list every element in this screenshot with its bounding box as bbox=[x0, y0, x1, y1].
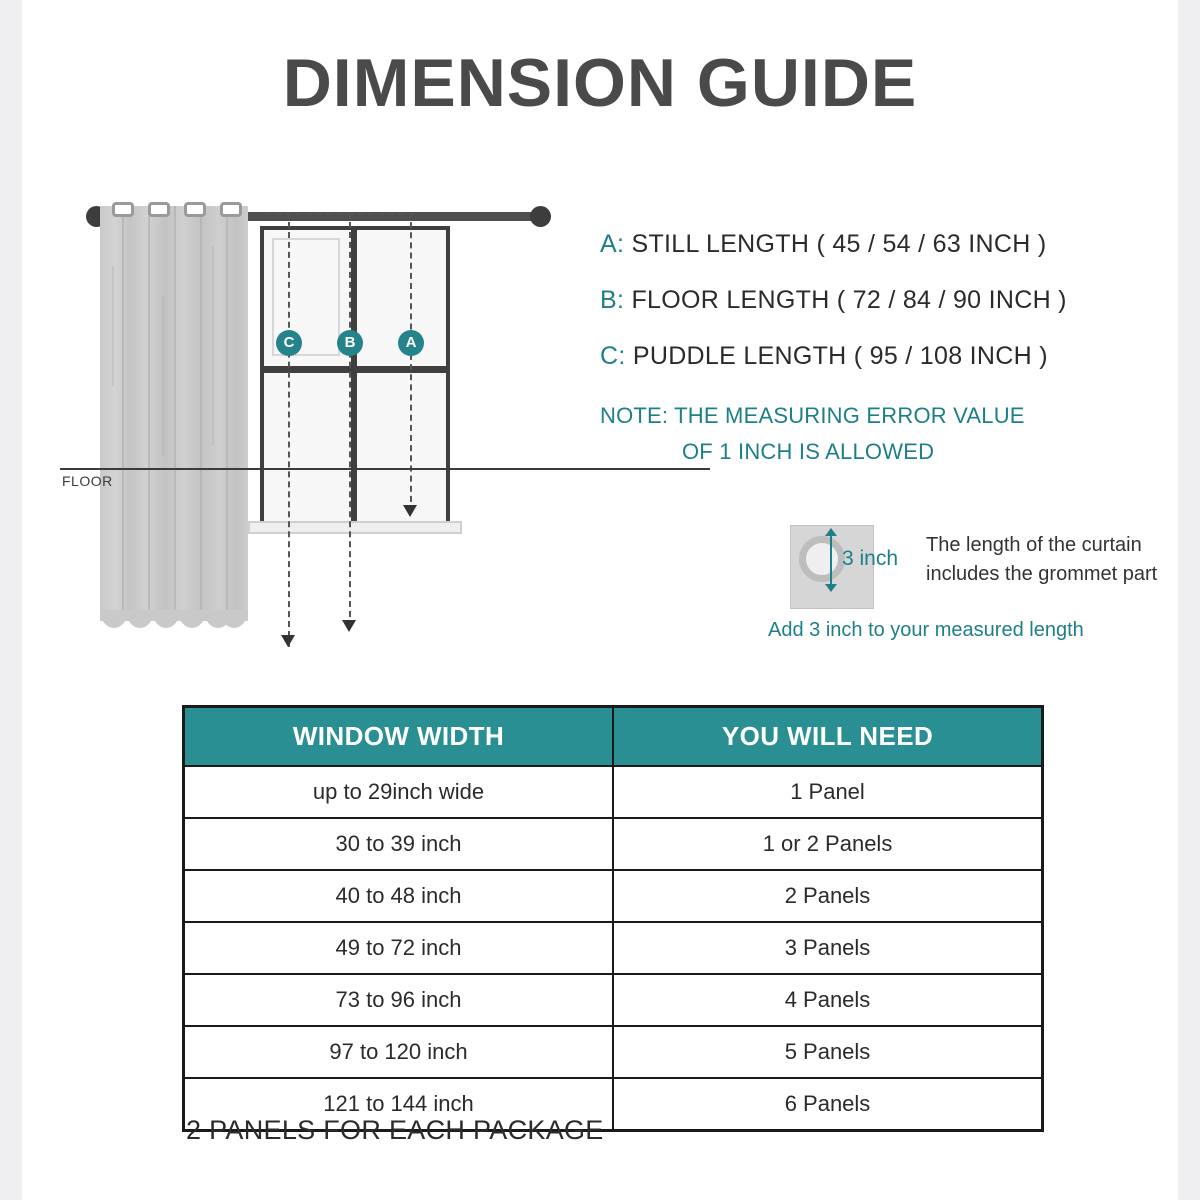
right-edge-band bbox=[1178, 0, 1200, 1200]
cell-panels: 5 Panels bbox=[613, 1026, 1041, 1078]
grommet-icon bbox=[148, 202, 170, 217]
legend-text-a: STILL LENGTH ( 45 / 54 / 63 INCH ) bbox=[631, 230, 1047, 258]
marker-c: C bbox=[276, 330, 302, 356]
panel-count-table bbox=[182, 705, 1044, 1132]
grommet-callout-subtext: Add 3 inch to your measured length bbox=[768, 619, 1084, 641]
cell-panels: 1 Panel bbox=[613, 766, 1041, 818]
measure-arrow-c bbox=[281, 635, 295, 647]
legend-item-b bbox=[600, 286, 1160, 315]
cell-panels: 4 Panels bbox=[613, 974, 1041, 1026]
left-edge-band bbox=[0, 0, 22, 1200]
legend-key-a: A: bbox=[600, 230, 625, 258]
window-sill bbox=[248, 521, 462, 534]
floor-label: FLOOR bbox=[62, 473, 113, 489]
table-row bbox=[185, 766, 1041, 818]
cell-window-width: 49 to 72 inch bbox=[185, 922, 613, 974]
cell-window-width: 40 to 48 inch bbox=[185, 870, 613, 922]
grommet-icon bbox=[184, 202, 206, 217]
table-row bbox=[185, 922, 1041, 974]
curtain-illustration bbox=[60, 180, 560, 680]
measure-line-a bbox=[410, 212, 412, 512]
footer-note: 2 PANELS FOR EACH PACKAGE bbox=[186, 1115, 604, 1145]
grommet-icon bbox=[220, 202, 242, 217]
note-line-2: OF 1 INCH IS ALLOWED bbox=[682, 439, 935, 465]
column-header-you-will-need: YOU WILL NEED bbox=[613, 708, 1041, 766]
legend-key-c: C: bbox=[600, 342, 626, 370]
measure-arrow-a bbox=[403, 505, 417, 517]
cell-window-width: up to 29inch wide bbox=[185, 766, 613, 818]
cell-panels: 2 Panels bbox=[613, 870, 1041, 922]
legend-item-c bbox=[600, 342, 1160, 371]
grommet-callout-text: The length of the curtain includes the grommet part bbox=[926, 534, 1158, 585]
measure-arrow-b bbox=[342, 620, 356, 632]
legend-item-a bbox=[600, 230, 1160, 259]
marker-b: B bbox=[337, 330, 363, 356]
table-row bbox=[185, 818, 1041, 870]
legend-text-b: FLOOR LENGTH ( 72 / 84 / 90 INCH ) bbox=[631, 286, 1067, 314]
curtain-panel bbox=[100, 206, 248, 621]
legend-text-c: PUDDLE LENGTH ( 95 / 108 INCH ) bbox=[632, 342, 1048, 370]
curtain-hem bbox=[100, 610, 248, 628]
grommet-ring-icon bbox=[799, 536, 845, 582]
grommet-icon bbox=[112, 202, 134, 217]
window-mullion-vertical bbox=[351, 226, 357, 526]
measure-line-c bbox=[288, 212, 290, 647]
note-line-1: NOTE: THE MEASURING ERROR VALUE bbox=[600, 403, 1025, 428]
cell-window-width: 121 to 144 inch bbox=[185, 1078, 613, 1129]
measuring-note bbox=[600, 398, 1160, 471]
table-row bbox=[185, 1026, 1041, 1078]
legend-key-b: B: bbox=[600, 286, 625, 314]
grommet-measure-arrow-icon bbox=[830, 535, 832, 585]
legend-block bbox=[600, 230, 1160, 471]
table-row bbox=[185, 974, 1041, 1026]
cell-panels: 6 Panels bbox=[613, 1078, 1041, 1129]
grommet-inch-label: 3 inch bbox=[842, 547, 899, 570]
cell-window-width: 73 to 96 inch bbox=[185, 974, 613, 1026]
cell-window-width: 30 to 39 inch bbox=[185, 818, 613, 870]
cell-window-width: 97 to 120 inch bbox=[185, 1026, 613, 1078]
cell-panels: 3 Panels bbox=[613, 922, 1041, 974]
column-header-window-width: WINDOW WIDTH bbox=[185, 708, 613, 766]
cell-panels: 1 or 2 Panels bbox=[613, 818, 1041, 870]
rod-finial-right-icon bbox=[530, 206, 551, 227]
measure-top-line bbox=[265, 213, 415, 215]
page-title: DIMENSION GUIDE bbox=[282, 45, 918, 121]
table-row bbox=[185, 870, 1041, 922]
marker-a: A bbox=[398, 330, 424, 356]
table-header-row bbox=[185, 708, 1041, 766]
measure-line-b bbox=[349, 212, 351, 627]
